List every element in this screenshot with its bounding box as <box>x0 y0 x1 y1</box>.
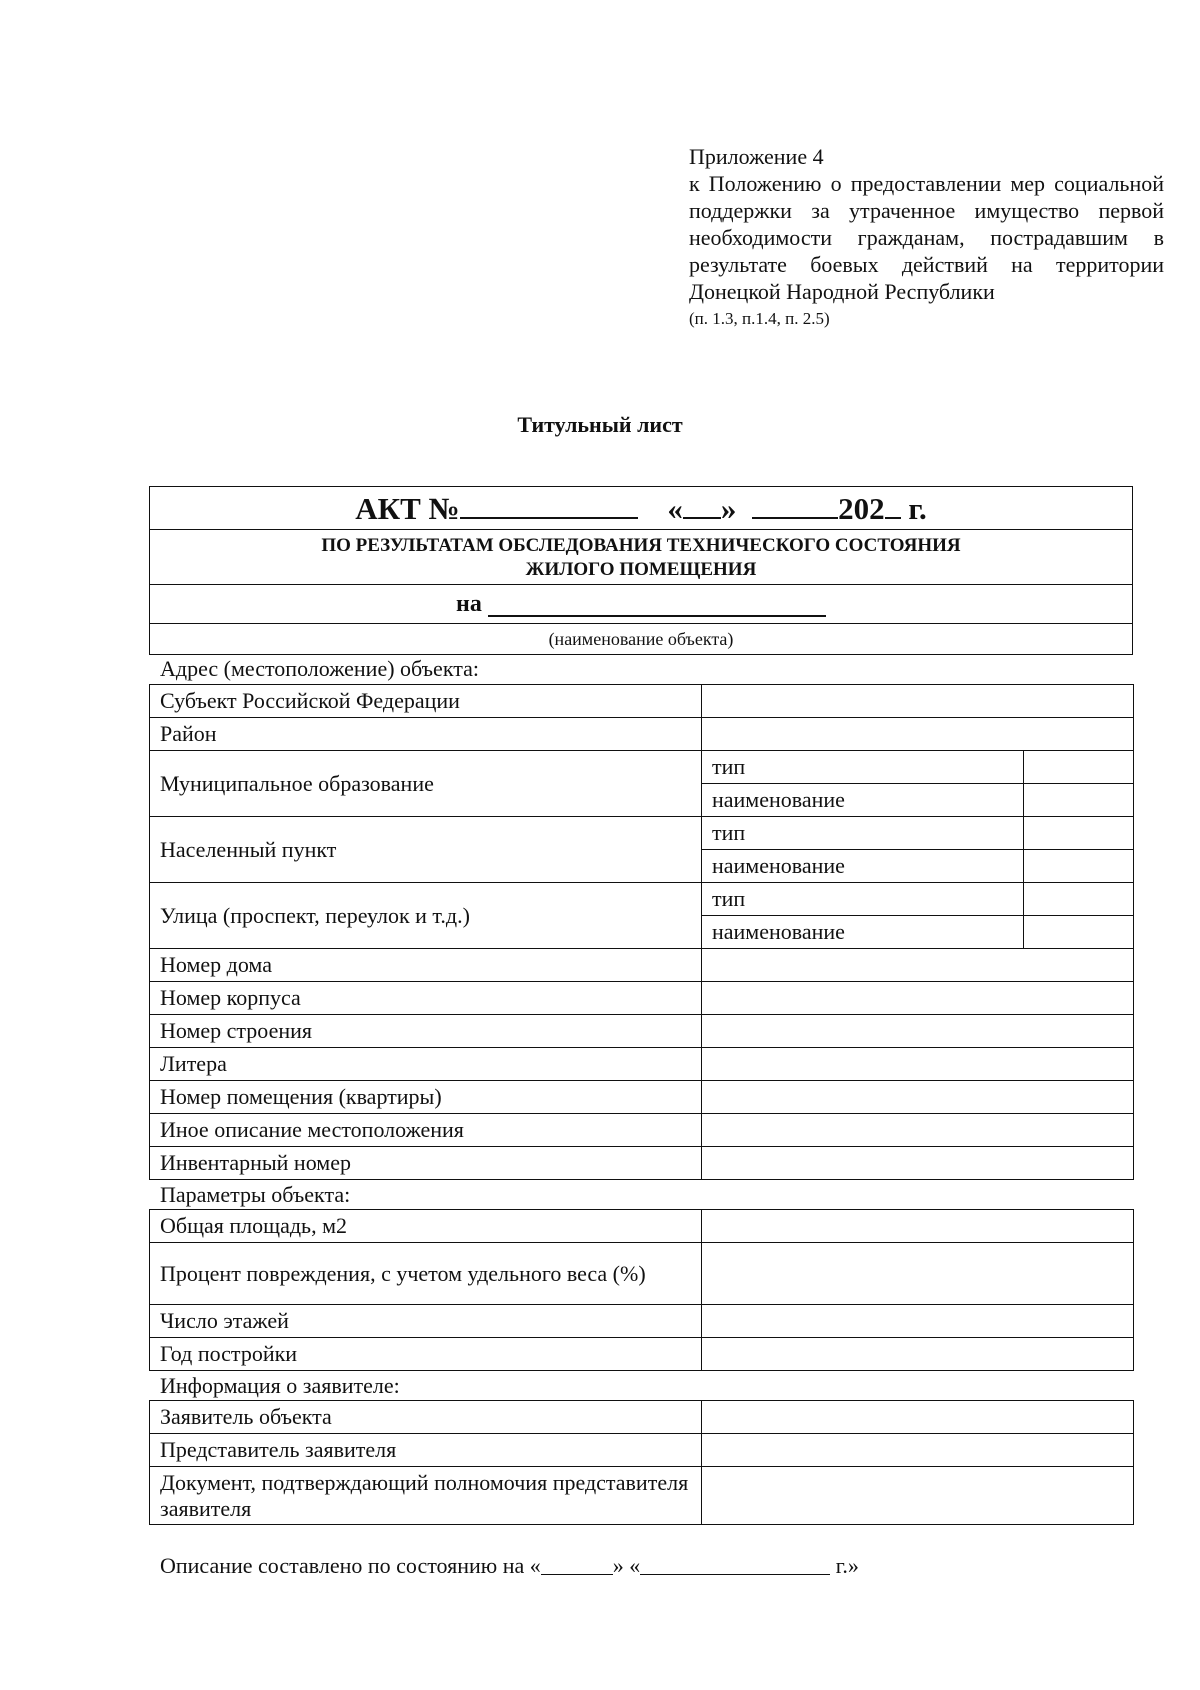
table-row <box>150 1305 1134 1338</box>
appendix-title: Приложение 4 <box>689 144 824 169</box>
applicant-section-label: Информация о заявителе: <box>160 1373 400 1398</box>
table-row <box>150 1015 1134 1048</box>
municipality-name-label: наименование <box>702 784 1024 817</box>
authority-document-value[interactable] <box>702 1467 1134 1525</box>
footer-date-blank[interactable] <box>640 1552 830 1575</box>
settlement-name-label: наименование <box>702 850 1024 883</box>
footer-statement <box>160 1552 859 1579</box>
act-number-blank[interactable] <box>460 487 638 519</box>
settlement-type-value[interactable] <box>1024 817 1134 850</box>
act-header-box <box>149 486 1133 655</box>
apartment-number-value[interactable] <box>702 1081 1134 1114</box>
table-row <box>150 982 1134 1015</box>
address-table <box>149 684 1134 1180</box>
appendix-text: к Положению о предоставлении мер социальной поддержки за утраченное имущество первой необходимости гражданам, пострадавшим в результате боевых действий на территории Донецкой Народной Республики <box>689 171 1164 304</box>
act-year-suffix: г. <box>908 491 927 526</box>
total-area-value[interactable] <box>702 1210 1134 1243</box>
table-row <box>150 1338 1134 1371</box>
address-subject-label: Субъект Российской Федерации <box>150 685 702 718</box>
table-row <box>150 1114 1134 1147</box>
settlement-type-label: тип <box>702 817 1024 850</box>
act-quote-open: « <box>667 491 683 526</box>
table-row <box>150 1434 1134 1467</box>
object-name-caption: (наименование объекта) <box>548 629 734 649</box>
footer-middle: » « <box>612 1553 641 1578</box>
floors-label: Число этажей <box>150 1305 702 1338</box>
address-section-label: Адрес (местоположение) объекта: <box>160 656 479 681</box>
act-number-row <box>150 487 1132 530</box>
damage-percent-label: Процент повреждения, с учетом удельного веса (%) <box>150 1243 702 1305</box>
table-row <box>150 883 1134 916</box>
house-number-value[interactable] <box>702 949 1134 982</box>
address-subject-value[interactable] <box>702 685 1134 718</box>
applicant-table <box>149 1400 1134 1525</box>
parameters-table <box>149 1209 1134 1371</box>
address-settlement-label: Населенный пункт <box>150 817 702 883</box>
act-year-blank[interactable] <box>885 487 901 519</box>
apartment-number-label: Номер помещения (квартиры) <box>150 1081 702 1114</box>
table-row <box>150 718 1134 751</box>
object-name-blank[interactable] <box>488 615 826 617</box>
letter-label: Литера <box>150 1048 702 1081</box>
street-name-value[interactable] <box>1024 916 1134 949</box>
address-street-label: Улица (проспект, переулок и т.д.) <box>150 883 702 949</box>
table-row <box>150 685 1134 718</box>
table-row <box>150 1081 1134 1114</box>
year-built-label: Год постройки <box>150 1338 702 1371</box>
settlement-name-value[interactable] <box>1024 850 1134 883</box>
inventory-number-label: Инвентарный номер <box>150 1147 702 1180</box>
act-year-prefix: 202 <box>838 491 885 526</box>
title-sheet-heading: Титульный лист <box>517 412 683 437</box>
act-object-row <box>150 585 1132 624</box>
address-district-value[interactable] <box>702 718 1134 751</box>
street-type-value[interactable] <box>1024 883 1134 916</box>
table-row <box>150 751 1134 784</box>
table-row <box>150 817 1134 850</box>
representative-value[interactable] <box>702 1434 1134 1467</box>
street-type-label: тип <box>702 883 1024 916</box>
address-municipality-label: Муниципальное образование <box>150 751 702 817</box>
street-name-label: наименование <box>702 916 1024 949</box>
appendix-block <box>689 143 1164 331</box>
table-row <box>150 1467 1134 1525</box>
building-number-value[interactable] <box>702 982 1134 1015</box>
structure-number-value[interactable] <box>702 1015 1134 1048</box>
building-number-label: Номер корпуса <box>150 982 702 1015</box>
municipality-type-value[interactable] <box>1024 751 1134 784</box>
footer-prefix: Описание составлено по состоянию на « <box>160 1553 541 1578</box>
applicant-label: Заявитель объекта <box>150 1401 702 1434</box>
total-area-label: Общая площадь, м2 <box>150 1210 702 1243</box>
act-na-label: на <box>456 591 482 617</box>
table-row <box>150 1243 1134 1305</box>
other-location-label: Иное описание местоположения <box>150 1114 702 1147</box>
house-number-label: Номер дома <box>150 949 702 982</box>
act-label: АКТ № <box>355 491 460 526</box>
applicant-value[interactable] <box>702 1401 1134 1434</box>
municipality-type-label: тип <box>702 751 1024 784</box>
floors-value[interactable] <box>702 1305 1134 1338</box>
table-row <box>150 1401 1134 1434</box>
act-day-blank[interactable] <box>683 487 721 519</box>
table-row <box>150 1210 1134 1243</box>
year-built-value[interactable] <box>702 1338 1134 1371</box>
letter-value[interactable] <box>702 1048 1134 1081</box>
inventory-number-value[interactable] <box>702 1147 1134 1180</box>
act-subtitle-line1: ПО РЕЗУЛЬТАТАМ ОБСЛЕДОВАНИЯ ТЕХНИЧЕСКОГО СОСТОЯНИЯ <box>321 535 961 556</box>
appendix-reference: (п. 1.3, п.1.4, п. 2.5) <box>689 309 830 328</box>
other-location-value[interactable] <box>702 1114 1134 1147</box>
damage-percent-value[interactable] <box>702 1243 1134 1305</box>
structure-number-label: Номер строения <box>150 1015 702 1048</box>
municipality-name-value[interactable] <box>1024 784 1134 817</box>
act-subtitle-line2: ЖИЛОГО ПОМЕЩЕНИЯ <box>525 559 757 580</box>
table-row <box>150 1048 1134 1081</box>
act-month-blank[interactable] <box>752 487 838 519</box>
footer-day-blank[interactable] <box>541 1552 613 1575</box>
act-subtitle-row <box>150 530 1132 585</box>
act-quote-close: » <box>720 491 737 526</box>
address-district-label: Район <box>150 718 702 751</box>
table-row <box>150 1147 1134 1180</box>
authority-document-label: Документ, подтверждающий полномочия представителя заявителя <box>150 1467 702 1525</box>
footer-suffix: г.» <box>835 1553 859 1578</box>
representative-label: Представитель заявителя <box>150 1434 702 1467</box>
table-row <box>150 949 1134 982</box>
parameters-section-label: Параметры объекта: <box>160 1182 351 1207</box>
